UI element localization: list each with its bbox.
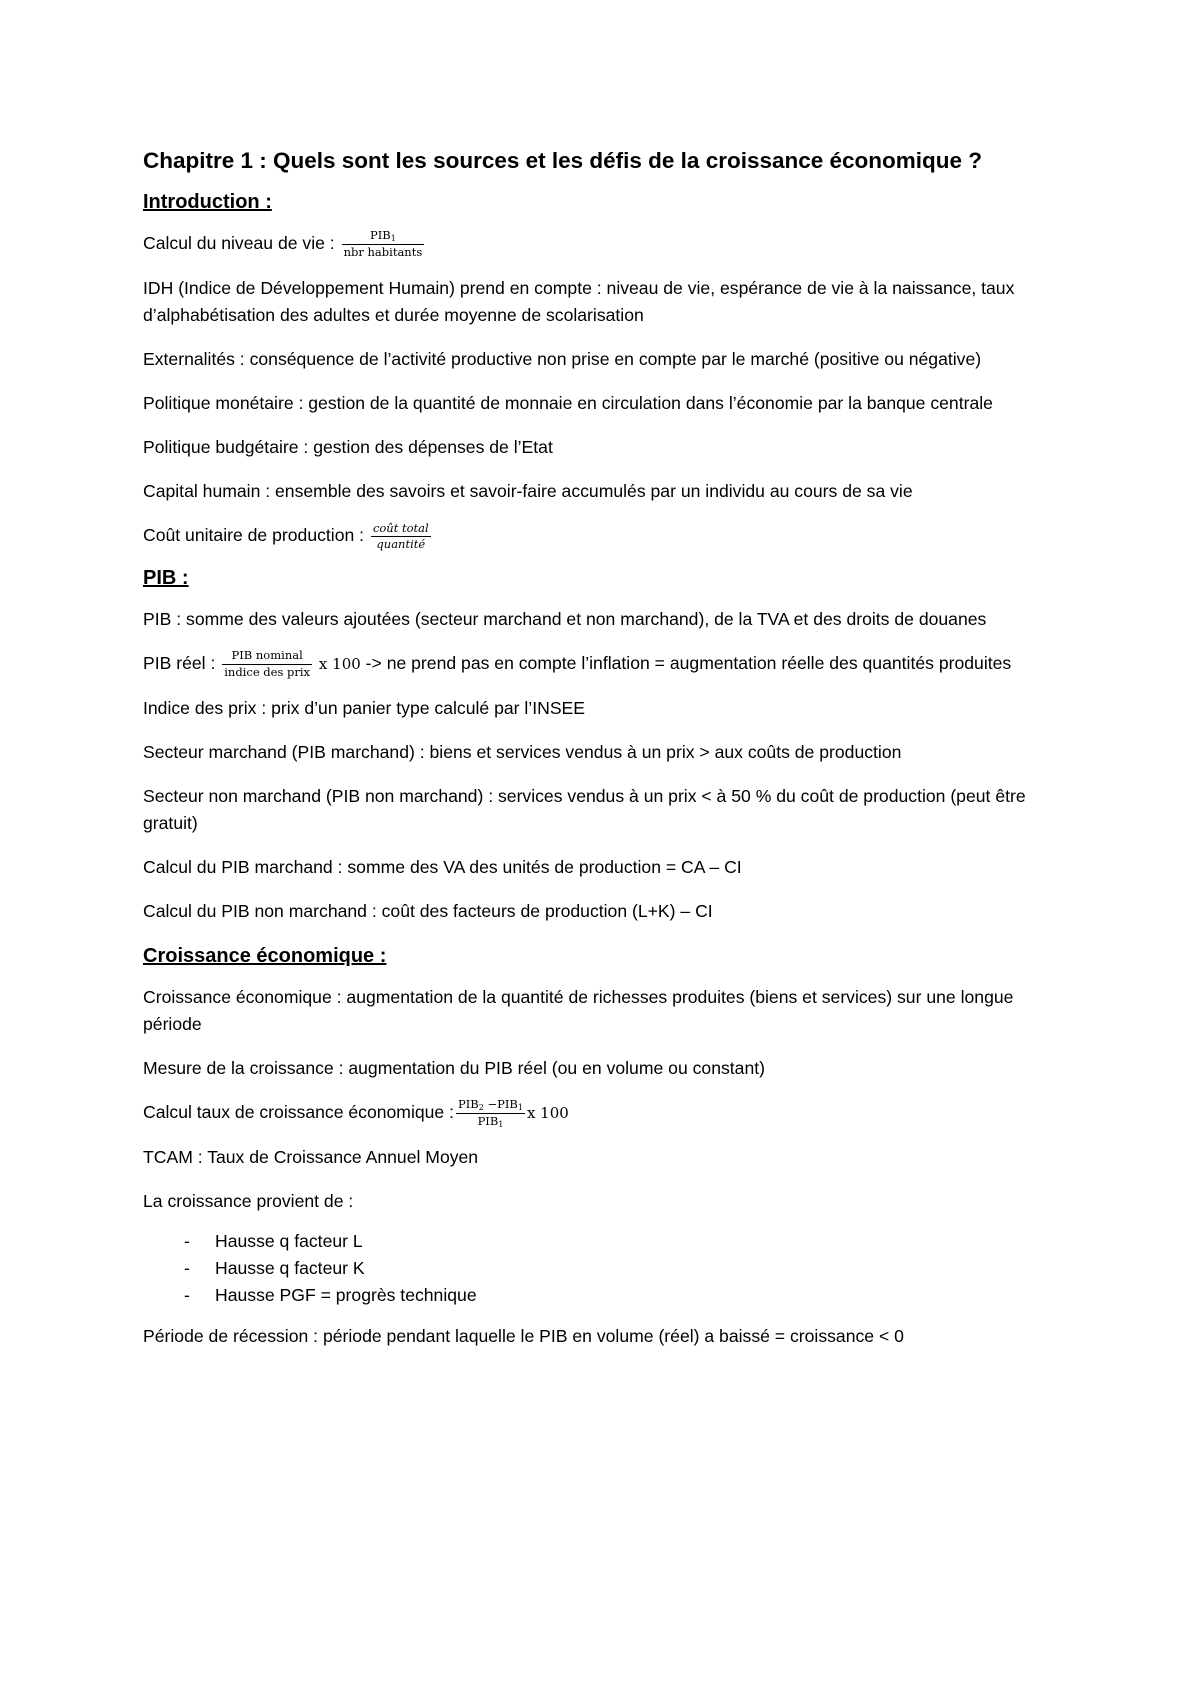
list-item bbox=[143, 1255, 1073, 1282]
numerator-term-a: PIB bbox=[458, 1097, 479, 1112]
denominator-text: PIB bbox=[477, 1113, 499, 1128]
paragraph-secteur-marchand: Secteur marchand (PIB marchand) : biens et services vendus à un prix > aux coûts de production bbox=[143, 742, 902, 763]
formula-niveau-de-vie bbox=[342, 230, 425, 258]
paragraph-calcul-pib-marchand: Calcul du PIB marchand : somme des VA des unités de production = CA – CI bbox=[143, 857, 742, 878]
paragraph-recession: Période de récession : période pendant laquelle le PIB en volume (réel) a baissé = croissance < 0 bbox=[143, 1326, 904, 1347]
fraction-numerator bbox=[342, 230, 425, 245]
dash-bullet: - bbox=[184, 1231, 190, 1252]
paragraph-pib-definition: PIB : somme des valeurs ajoutées (secteur marchand et non marchand), de la TVA et des droits de douanes bbox=[143, 608, 987, 629]
formula-pib-reel bbox=[222, 650, 312, 678]
list-item bbox=[143, 1228, 1073, 1255]
paragraph-calcul-pib-non-marchand: Calcul du PIB non marchand : coût des facteurs de production (L+K) – CI bbox=[143, 901, 713, 922]
document-content bbox=[143, 146, 1073, 1367]
formula-multiplier: x 100 bbox=[318, 654, 361, 673]
niveau-de-vie-label: Calcul du niveau de vie : bbox=[143, 233, 340, 253]
paragraph-capital-humain: Capital humain : ensemble des savoirs et savoir-faire accumulés par un individu au cours de sa vie bbox=[143, 481, 913, 502]
numerator-term-b-subscript: 1 bbox=[517, 1103, 523, 1113]
section-heading-introduction: Introduction : bbox=[143, 191, 272, 213]
fraction-denominator bbox=[456, 1114, 525, 1128]
paragraph-pib-reel bbox=[143, 650, 1073, 678]
pib-reel-explanation: -> ne prend pas en compte l’inflation = augmentation réelle des quantités produites bbox=[360, 652, 1012, 673]
paragraph-idh: IDH (Indice de Développement Humain) prend en compte : niveau de vie, espérance de vie à la naissance, taux d’alphabétisation des adultes et durée moyenne de scolarisation bbox=[143, 278, 1015, 326]
section-heading-croissance: Croissance économique : bbox=[143, 945, 387, 968]
list-item-text: Hausse PGF = progrès technique bbox=[215, 1285, 477, 1306]
chapter-title: Chapitre 1 : Quels sont les sources et les défis de la croissance économique ? bbox=[143, 148, 983, 173]
pib-reel-label: PIB réel : bbox=[143, 652, 221, 673]
paragraph-niveau-de-vie bbox=[143, 230, 1073, 258]
paragraph-croissance-definition: Croissance économique : augmentation de la quantité de richesses produites (biens et services) sur une longue période bbox=[143, 987, 1014, 1035]
fraction-numerator bbox=[456, 1099, 525, 1114]
paragraph-taux-croissance bbox=[143, 1099, 1073, 1127]
paragraph-tcam: TCAM : Taux de Croissance Annuel Moyen bbox=[143, 1147, 479, 1168]
paragraph-politique-monetaire: Politique monétaire : gestion de la quantité de monnaie en circulation dans l’économie par la banque centrale bbox=[143, 393, 993, 414]
formula-taux-croissance bbox=[456, 1099, 525, 1127]
numerator-term-b: PIB bbox=[497, 1097, 518, 1112]
paragraph-cout-unitaire bbox=[143, 522, 1073, 550]
fraction-numerator: PIB nominal bbox=[222, 650, 312, 665]
numerator-term-a-subscript: 2 bbox=[478, 1103, 484, 1113]
paragraph-secteur-non-marchand: Secteur non marchand (PIB non marchand) : services vendus à un prix < à 50 % du coût de production (peut être gratuit) bbox=[143, 786, 1026, 834]
formula-cout-unitaire bbox=[371, 520, 431, 552]
paragraph-externalites: Externalités : conséquence de l’activité productive non prise en compte par le marché (positive ou négative) bbox=[143, 349, 982, 370]
fraction-denominator: quantité bbox=[376, 537, 426, 552]
croissance-sources-list bbox=[143, 1228, 1073, 1309]
list-item bbox=[143, 1282, 1073, 1309]
dash-bullet: - bbox=[184, 1285, 190, 1306]
taux-croissance-label: Calcul taux de croissance économique : bbox=[143, 1102, 454, 1123]
list-item-text: Hausse q facteur L bbox=[215, 1231, 363, 1252]
dash-bullet: - bbox=[184, 1258, 190, 1279]
paragraph-croissance-provient: La croissance provient de : bbox=[143, 1191, 354, 1212]
formula-multiplier: x 100 bbox=[526, 1104, 569, 1123]
fraction-denominator: nbr habitants bbox=[343, 244, 423, 259]
numerator-text: PIB bbox=[370, 228, 391, 243]
list-item-text: Hausse q facteur K bbox=[215, 1258, 365, 1279]
paragraph-politique-budgetaire: Politique budgétaire : gestion des dépenses de l’Etat bbox=[143, 437, 553, 458]
fraction-numerator: coût total bbox=[371, 523, 431, 538]
fraction-denominator: indice des prix bbox=[224, 664, 311, 679]
numerator-subscript: 1 bbox=[390, 234, 396, 244]
section-heading-pib: PIB : bbox=[143, 566, 189, 589]
paragraph-indice-prix: Indice des prix : prix d’un panier type calculé par l’INSEE bbox=[143, 698, 586, 719]
paragraph-mesure-croissance: Mesure de la croissance : augmentation du PIB réel (ou en volume ou constant) bbox=[143, 1058, 765, 1079]
denominator-subscript: 1 bbox=[498, 1119, 504, 1129]
cout-unitaire-label: Coût unitaire de production : bbox=[143, 525, 369, 546]
minus-sign: − bbox=[483, 1097, 498, 1112]
